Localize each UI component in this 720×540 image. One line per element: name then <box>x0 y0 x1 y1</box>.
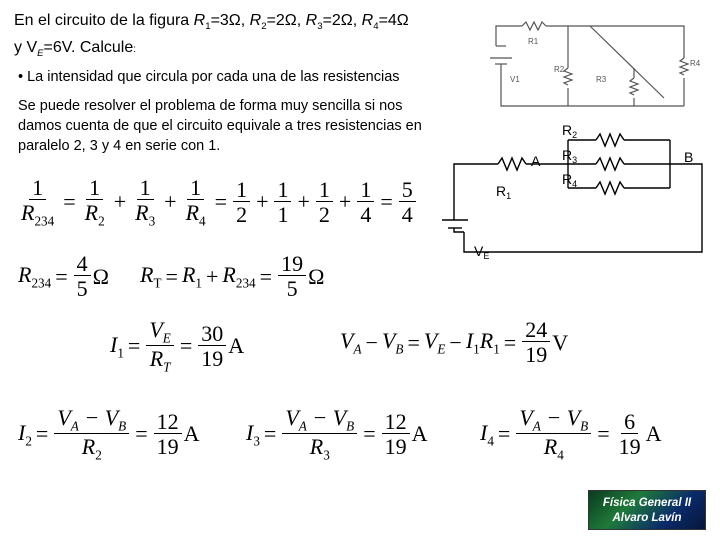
source-label: $V_E$ <box>474 243 490 260</box>
eq-r1-label: $R_1$ <box>496 183 512 201</box>
small-r1-label: R1 <box>528 37 539 46</box>
node-b-label: B <box>684 149 694 165</box>
equation-i1: $I_1$ = $\frac{V_E}{R_T}$ = $\frac{30}{19}$ A <box>110 317 245 375</box>
problem-line-1: En el circuito de la figura $R_1=3\Omega$, $R_2=2\Omega$, $R_3=2\Omega$, $R_4=4\Omega$ <box>14 12 409 33</box>
small-r2-label: R2 <box>554 65 565 74</box>
eq-r2-label: $R_2$ <box>562 122 578 140</box>
logo-line-1: Física General II <box>602 497 692 509</box>
equation-parallel-resistance: $\frac{1}{R_{234}}$ = $\frac{1}{R_2}$ + $\frac{1}{R_3}$ + $\frac{1}{R_4}$ = $\frac{1}{2}$ + $\frac{1}{1}$ + $\frac{1}{2}$ + $\frac{1}{4}$ = $\frac{5}{4}$ <box>16 176 418 229</box>
node-a-label: A <box>531 153 541 169</box>
explanation <box>18 96 422 156</box>
small-r3-label: R3 <box>596 75 607 84</box>
small-r4-label: R4 <box>690 59 701 68</box>
logo-line-2: Alvaro Lavín <box>612 512 682 524</box>
problem-line-2: y $V_E=6V$. Calcule: <box>14 39 137 60</box>
explanation-line: damos cuenta de que el circuito equivale a tres resistencias en <box>18 118 422 134</box>
equation-total-resistance: $R_T$ = $R_1$ + $R_{234}$ = $\frac{19}{5}$ Ω <box>140 251 325 302</box>
equation-r234: $R_{234}$ = $\frac{4}{5}$ Ω <box>18 251 110 302</box>
explanation-line: Se puede resolver el problema de forma muy sencilla si nos <box>18 98 403 114</box>
equation-i2: $I_2$ = $\frac{V_A - V_B}{R_2}$ = $\frac{12}{19}$ A <box>18 405 200 463</box>
eq-r4-label: $R_4$ <box>562 171 578 189</box>
small-v-label: V1 <box>510 75 520 84</box>
equation-i4: $I_4$ = $\frac{V_A - V_B}{R_4}$ = $\frac{6}{19}$ A <box>480 405 662 463</box>
equation-i3: $I_3$ = $\frac{V_A - V_B}{R_3}$ = $\frac{12}{19}$ A <box>246 405 428 463</box>
course-logo <box>588 490 706 530</box>
equivalent-circuit-diagram <box>440 120 720 260</box>
problem-statement <box>14 10 409 64</box>
equation-voltage-ab: $V_A$ − $V_B$ = $V_E$ − $I_1R_1$ = $\frac{24}{19}$ V <box>340 317 569 368</box>
explanation-line: paralelo 2, 3 y 4 en serie con 1. <box>18 138 221 154</box>
eq-r3-label: $R_3$ <box>562 147 578 165</box>
original-circuit-diagram <box>484 18 712 110</box>
bullet-question: • La intensidad que circula por cada una de las resistencias <box>18 69 400 85</box>
